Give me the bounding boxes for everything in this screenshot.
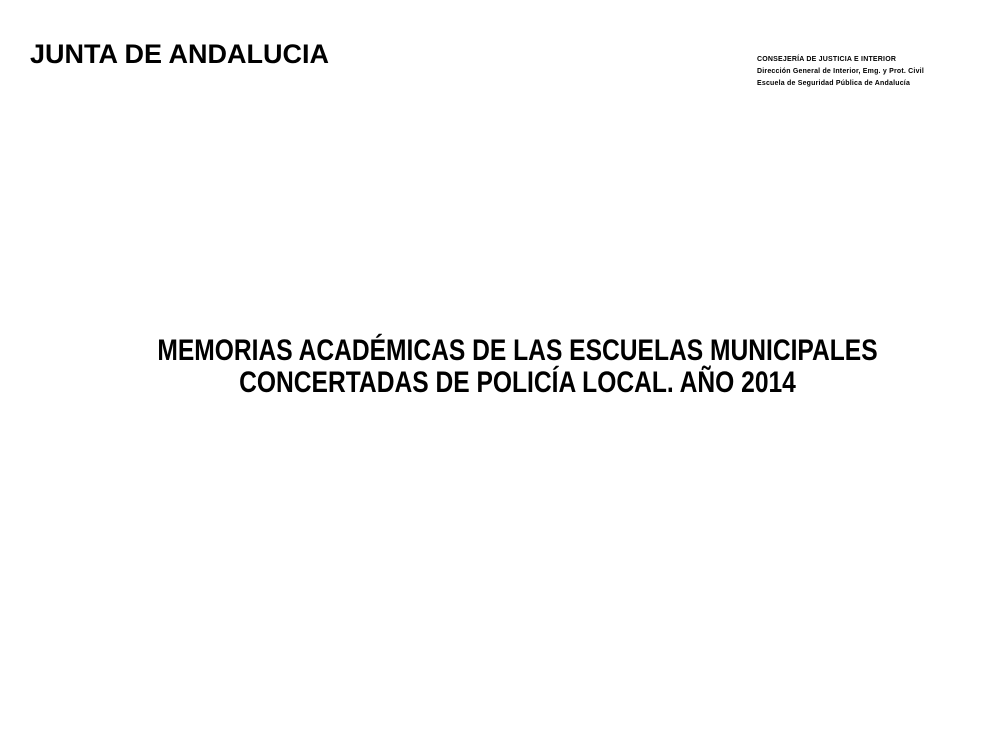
consejeria-line: CONSEJERÍA DE JUSTICIA E INTERIOR <box>757 56 897 63</box>
document-title-line-2: CONCERTADAS DE POLICÍA LOCAL. AÑO 2014 <box>239 366 796 399</box>
escuela-seguridad-line: Escuela de Seguridad Pública de Andalucía <box>757 80 911 87</box>
document-title-line-1: MEMORIAS ACADÉMICAS DE LAS ESCUELAS MUNICIPALES <box>157 334 878 367</box>
document-title <box>122 335 913 399</box>
department-block <box>757 54 924 90</box>
direccion-general-line: Dirección General de Interior, Emg. y Prot. Civil <box>757 68 924 75</box>
junta-de-andalucia-wordmark: JUNTA DE ANDALUCIA <box>30 39 329 69</box>
